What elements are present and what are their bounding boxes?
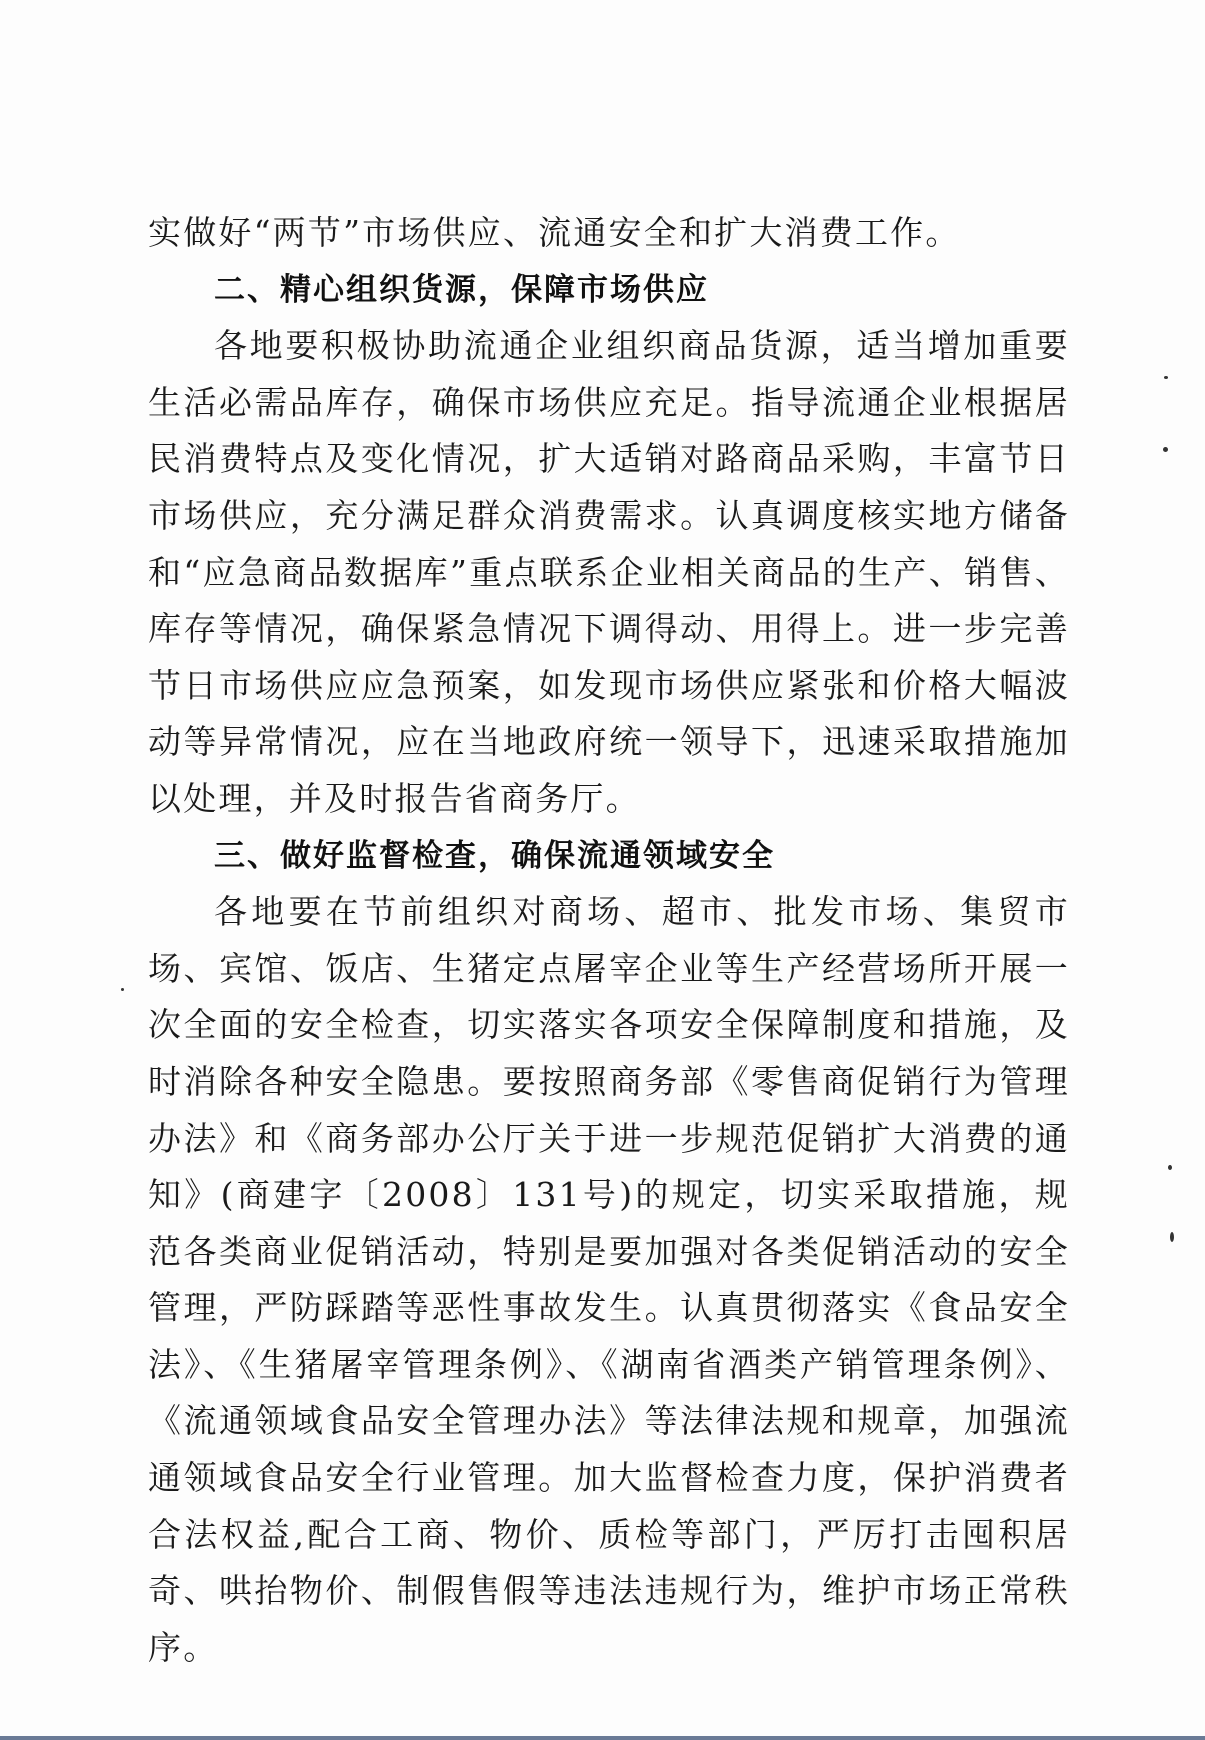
section-two-heading: 二、精心组织货源，保障市场供应 <box>214 271 709 308</box>
scan-speck <box>121 988 124 991</box>
section-two-paragraph: 各地要积极协助流通企业组织商品货源，适当增加重要生活必需品库存，确保市场供应充足。指导流通企业根据居民消费特点及变化情况，扩大适销对路商品采购，丰富节日市场供应，充分满足群众消费需求。认真调度核实地方储备和“应急商品数据库”重点联系企业相关商品的生产、销售、库存等情况，确保紧急情况下调得动、用得上。进一步完善节日市场供应应急预案，如发现市场供应紧张和价格大幅波动等异常情况，应在当地政府统一领导下，迅速采取措施加以处理，并及时报告省商务厅。 <box>148 326 1070 818</box>
scan-speck <box>1164 376 1168 379</box>
intro-paragraph: 实做好“两节”市场供应、流通安全和扩大消费工作。 <box>148 213 961 252</box>
section-three-paragraph: 各地要在节前组织对商场、超市、批发市场、集贸市场、宾馆、饭店、生猪定点屠宰企业等生产经营场所开展一次全面的安全检查，切实落实各项安全保障制度和措施，及时消除各种安全隐患。要按照商务部《零售商促销行为管理办法》和《商务部办公厅关于进一步规范促销扩大消费的通知》(商建字〔2008〕131号)的规定，切实采取措施，规范各类商业促销活动，特别是要加强对各类促销活动的安全管理，严防踩踏等恶性事故发生。认真贯彻落实《食品安全法》、《生猪屠宰管理条例》、《湖南省酒类产销管理条例》、《流通领域食品安全管理办法》等法律法规和规章，加强流通领域食品安全行业管理。加大监督检查力度，保护消费者合法权益,配合工商、物价、质检等部门，严厉打击囤积居奇、哄抬物价、制假售假等违法违规行为，维护市场正常秩序。 <box>148 892 1070 1667</box>
document-body <box>148 205 1070 1676</box>
scan-edge-line <box>0 1736 1205 1740</box>
scan-speck <box>1168 1165 1172 1170</box>
scan-speck <box>1170 1232 1174 1242</box>
section-three-heading: 三、做好监督检查，确保流通领域安全 <box>214 837 775 874</box>
scan-speck <box>1163 447 1168 452</box>
